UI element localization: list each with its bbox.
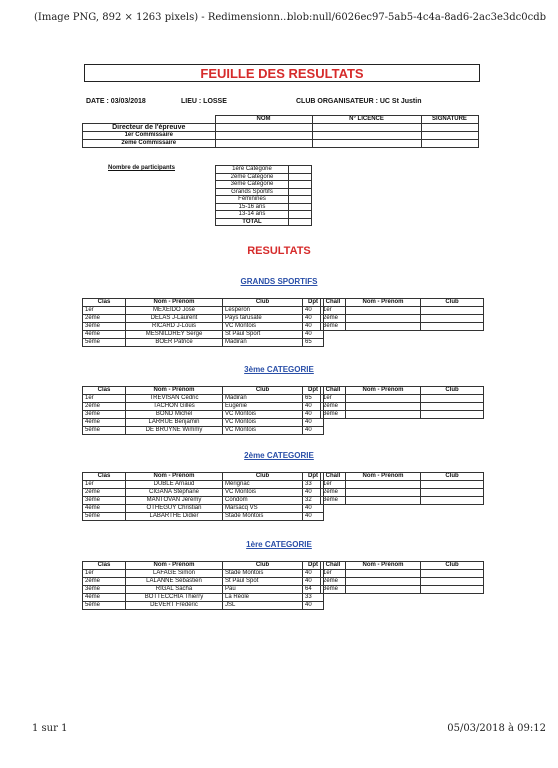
- cell-dpt: 33: [303, 481, 324, 489]
- browser-tab-title: (Image PNG, 892 × 1263 pixels) - Redimensionn...: [34, 12, 290, 23]
- cell-club: Madiran: [223, 395, 303, 403]
- cell-club: St Paul Spot: [223, 578, 303, 586]
- cell-dpt: 40: [303, 411, 324, 419]
- challenge-empty-cell: [421, 307, 484, 315]
- cell-nom: BOER Patrice: [126, 339, 223, 347]
- cell-nom: OTHEGUY Christian: [126, 505, 223, 513]
- cell-club: La Réole: [223, 594, 303, 602]
- cell-nom: CIGANA Stéphane: [126, 489, 223, 497]
- cell-clas: 5ème: [83, 339, 126, 347]
- results-header-nom: Nom - Prénom: [126, 473, 223, 481]
- challenge-header-nom: Nom - Prénom: [346, 473, 421, 481]
- cell-clas: 2ème: [83, 578, 126, 586]
- challenge-row: [321, 497, 484, 505]
- challenge-header-club: Club: [421, 299, 484, 307]
- cell-club: Eugénie: [223, 403, 303, 411]
- cell-club: VC Montois: [223, 419, 303, 427]
- challenge-header-row: [321, 473, 484, 481]
- challenge-rank: 3ème: [321, 323, 346, 331]
- cell-clas: 1er: [83, 481, 126, 489]
- challenge-table: [320, 561, 484, 594]
- cell-club: Condom: [223, 497, 303, 505]
- cell-dpt: 40: [303, 315, 324, 323]
- table-row: [83, 481, 324, 489]
- cell-nom: BOND Michel: [126, 411, 223, 419]
- cell-clas: 2ème: [83, 489, 126, 497]
- cell-clas: 4ème: [83, 419, 126, 427]
- challenge-empty-cell: [421, 578, 484, 586]
- cell-nom: MANTOVAN Jérémy: [126, 497, 223, 505]
- cell-club: VC Montois: [223, 427, 303, 435]
- challenge-empty-cell: [346, 403, 421, 411]
- results-header-club: Club: [223, 562, 303, 570]
- challenge-rank: 1er: [321, 307, 346, 315]
- participant-category-row: [216, 173, 312, 181]
- challenge-empty-cell: [346, 315, 421, 323]
- race-location: LIEU : LOSSE: [181, 98, 227, 105]
- challenge-empty-cell: [421, 395, 484, 403]
- challenge-row: [321, 315, 484, 323]
- results-header-nom: Nom - Prénom: [126, 299, 223, 307]
- cell-nom: LABARTHE Didier: [126, 513, 223, 521]
- cell-nom: DEVERT Frédéric: [126, 602, 223, 610]
- challenge-empty-cell: [421, 411, 484, 419]
- cell-nom: LARRUE Benjamin: [126, 419, 223, 427]
- challenge-empty-cell: [421, 403, 484, 411]
- cell-club: Madiran: [223, 339, 303, 347]
- cell-dpt: 65: [303, 395, 324, 403]
- challenge-empty-cell: [346, 307, 421, 315]
- challenge-header-row: [321, 299, 484, 307]
- officials-header-licence: N° LICENCE: [312, 116, 421, 124]
- cell-nom: MESNILDREY Serge: [126, 331, 223, 339]
- challenge-header-nom: Nom - Prénom: [346, 387, 421, 395]
- cell-clas: 3ème: [83, 323, 126, 331]
- cell-dpt: 40: [303, 323, 324, 331]
- official-row: [83, 124, 479, 132]
- challenge-rank: 3ème: [321, 411, 346, 419]
- cell-club: Mérignac: [223, 481, 303, 489]
- officials-header-nom: NOM: [215, 116, 312, 124]
- challenge-rank: 2ème: [321, 315, 346, 323]
- challenge-empty-cell: [421, 497, 484, 505]
- cell-nom: TACHON Gilles: [126, 403, 223, 411]
- table-row: [83, 395, 324, 403]
- cell-nom: DE BRUYNE Wimmy: [126, 427, 223, 435]
- document-title: FEUILLE DES RESULTATS: [200, 66, 364, 81]
- cell-dpt: 33: [303, 594, 324, 602]
- cell-nom: RIGAL Sacha: [126, 586, 223, 594]
- results-header-club: Club: [223, 473, 303, 481]
- table-row: [83, 315, 324, 323]
- results-table: [82, 298, 324, 347]
- participant-category: 3ème Catégorie: [216, 181, 289, 189]
- cell-clas: 5ème: [83, 427, 126, 435]
- challenge-row: [321, 395, 484, 403]
- cell-nom: MEXEIDO José: [126, 307, 223, 315]
- official-row: [83, 132, 479, 140]
- cell-nom: RICARD J-Louis: [126, 323, 223, 331]
- results-header-clas: Clas: [83, 299, 126, 307]
- cell-clas: 5ème: [83, 602, 126, 610]
- challenge-header-chall: Chall: [321, 562, 346, 570]
- cell-clas: 4ème: [83, 331, 126, 339]
- table-row: [83, 323, 324, 331]
- organizing-club: CLUB ORGANISATEUR : UC St Justin: [296, 98, 422, 105]
- participants-table: [215, 165, 312, 226]
- challenge-empty-cell: [421, 315, 484, 323]
- challenge-row: [321, 586, 484, 594]
- cell-dpt: 40: [303, 505, 324, 513]
- challenge-table: [320, 472, 484, 505]
- table-row: [83, 419, 324, 427]
- cell-dpt: 64: [303, 586, 324, 594]
- challenge-rank: 1er: [321, 570, 346, 578]
- section-title: 1ère CATEGORIE: [246, 540, 312, 549]
- cell-dpt: 40: [303, 578, 324, 586]
- participant-category-row: [216, 181, 312, 189]
- challenge-header-row: [321, 562, 484, 570]
- challenge-rank: 1er: [321, 395, 346, 403]
- official-role-commissaire-2: 2eme Commissaire: [83, 140, 216, 148]
- results-header-row: [83, 387, 324, 395]
- race-date: DATE : 03/03/2018: [86, 98, 146, 105]
- cell-clas: 2ème: [83, 403, 126, 411]
- challenge-header-nom: Nom - Prénom: [346, 562, 421, 570]
- challenge-header-chall: Chall: [321, 473, 346, 481]
- results-header-clas: Clas: [83, 473, 126, 481]
- cell-nom: TREVISAN Cédric: [126, 395, 223, 403]
- challenge-header-club: Club: [421, 473, 484, 481]
- challenge-header-chall: Chall: [321, 299, 346, 307]
- challenge-rank: 2ème: [321, 403, 346, 411]
- cell-dpt: 40: [303, 489, 324, 497]
- table-row: [83, 602, 324, 610]
- section-title: 2ème CATEGORIE: [244, 451, 314, 460]
- table-row: [83, 497, 324, 505]
- cell-nom: LAFAGE Simon: [126, 570, 223, 578]
- official-role-commissaire-1: 1er Commissaire: [83, 132, 216, 140]
- challenge-empty-cell: [421, 570, 484, 578]
- participant-category: 2ème Catégorie: [216, 173, 289, 181]
- challenge-empty-cell: [421, 489, 484, 497]
- challenge-rank: 3ème: [321, 497, 346, 505]
- challenge-empty-cell: [346, 411, 421, 419]
- table-row: [83, 403, 324, 411]
- table-row: [83, 578, 324, 586]
- results-table: [82, 386, 324, 435]
- cell-nom: DUBLE Arnaud: [126, 481, 223, 489]
- challenge-empty-cell: [421, 323, 484, 331]
- participant-category: 13-14 ans: [216, 211, 289, 219]
- challenge-row: [321, 570, 484, 578]
- challenge-header-club: Club: [421, 562, 484, 570]
- cell-clas: 3ème: [83, 586, 126, 594]
- section-title: 3ème CATEGORIE: [244, 365, 314, 374]
- challenge-empty-cell: [346, 586, 421, 594]
- participant-category-row: [216, 188, 312, 196]
- table-row: [83, 411, 324, 419]
- results-header-clas: Clas: [83, 562, 126, 570]
- officials-header-empty: [83, 116, 216, 124]
- challenge-empty-cell: [346, 323, 421, 331]
- cell-clas: 3ème: [83, 411, 126, 419]
- cell-clas: 4ème: [83, 594, 126, 602]
- results-header-club: Club: [223, 387, 303, 395]
- cell-dpt: 40: [303, 403, 324, 411]
- table-row: [83, 331, 324, 339]
- cell-dpt: 65: [303, 339, 324, 347]
- table-row: [83, 505, 324, 513]
- challenge-empty-cell: [421, 586, 484, 594]
- page-indicator: 1 sur 1: [32, 723, 68, 734]
- print-timestamp: 05/03/2018 à 09:12: [447, 723, 546, 734]
- cell-clas: 2ème: [83, 315, 126, 323]
- cell-dpt: 40: [303, 331, 324, 339]
- participant-total-label: TOTAL: [216, 218, 289, 226]
- challenge-empty-cell: [346, 395, 421, 403]
- official-role-director: Directeur de l'épreuve: [83, 124, 216, 132]
- cell-club: JSL: [223, 602, 303, 610]
- challenge-row: [321, 411, 484, 419]
- cell-club: VC Montois: [223, 411, 303, 419]
- table-row: [83, 594, 324, 602]
- results-header-club: Club: [223, 299, 303, 307]
- officials-header-row: [83, 116, 479, 124]
- browser-url: blob:null/6026ec97-5ab5-4c4a-8ad6-2ac3e3dc0cdb: [286, 12, 546, 23]
- challenge-empty-cell: [346, 481, 421, 489]
- results-table: [82, 472, 324, 521]
- challenge-empty-cell: [421, 481, 484, 489]
- challenge-rank: 1er: [321, 481, 346, 489]
- challenge-rank: 3ème: [321, 586, 346, 594]
- table-row: [83, 586, 324, 594]
- official-row: [83, 140, 479, 148]
- table-row: [83, 339, 324, 347]
- challenge-row: [321, 307, 484, 315]
- cell-nom: DELAS J-Laurent: [126, 315, 223, 323]
- cell-dpt: 40: [303, 513, 324, 521]
- cell-clas: 3ème: [83, 497, 126, 505]
- cell-club: St Paul Sport: [223, 331, 303, 339]
- results-header-nom: Nom - Prénom: [126, 562, 223, 570]
- cell-nom: BOTTECCHIA Thierry: [126, 594, 223, 602]
- cell-nom: LALANNE Sébastien: [126, 578, 223, 586]
- challenge-rank: 2ème: [321, 489, 346, 497]
- cell-clas: 1er: [83, 307, 126, 315]
- challenge-empty-cell: [346, 570, 421, 578]
- cell-clas: 1er: [83, 395, 126, 403]
- cell-club: VC Montois: [223, 323, 303, 331]
- table-row: [83, 307, 324, 315]
- table-row: [83, 489, 324, 497]
- participant-category-row: [216, 203, 312, 211]
- results-header-dpt: Dpt: [303, 562, 324, 570]
- challenge-row: [321, 578, 484, 586]
- cell-club: Pau: [223, 586, 303, 594]
- challenge-header-club: Club: [421, 387, 484, 395]
- table-row: [83, 513, 324, 521]
- cell-clas: 1er: [83, 570, 126, 578]
- cell-dpt: 40: [303, 602, 324, 610]
- officials-table: [82, 115, 479, 148]
- participants-label: Nombre de participants: [108, 165, 176, 171]
- participant-category: Grands Sportifs: [216, 188, 289, 196]
- results-header-row: [83, 473, 324, 481]
- results-header-row: [83, 299, 324, 307]
- section-title: GRANDS SPORTIFS: [240, 277, 318, 286]
- resultats-title: RESULTATS: [247, 245, 311, 257]
- challenge-header-chall: Chall: [321, 387, 346, 395]
- challenge-rank: 2ème: [321, 578, 346, 586]
- results-header-row: [83, 562, 324, 570]
- results-header-nom: Nom - Prénom: [126, 387, 223, 395]
- cell-dpt: 32: [303, 497, 324, 505]
- cell-clas: 5ème: [83, 513, 126, 521]
- cell-dpt: 40: [303, 427, 324, 435]
- cell-clas: 4ème: [83, 505, 126, 513]
- challenge-table: [320, 386, 484, 419]
- cell-club: Marsacq VS: [223, 505, 303, 513]
- table-row: [83, 570, 324, 578]
- challenge-row: [321, 323, 484, 331]
- participant-category-row: [216, 166, 312, 174]
- participant-category-row: [216, 196, 312, 204]
- document-title-box: [84, 64, 480, 82]
- challenge-empty-cell: [346, 489, 421, 497]
- participant-category: Féminines: [216, 196, 289, 204]
- results-table: [82, 561, 324, 610]
- cell-club: Stade Montois: [223, 513, 303, 521]
- results-header-dpt: Dpt: [303, 473, 324, 481]
- challenge-empty-cell: [346, 497, 421, 505]
- participant-category: 15-16 ans: [216, 203, 289, 211]
- cell-club: Pays tarusate: [223, 315, 303, 323]
- participant-category: 1ère Catégorie: [216, 166, 289, 174]
- challenge-table: [320, 298, 484, 331]
- cell-club: Lesperon: [223, 307, 303, 315]
- challenge-header-row: [321, 387, 484, 395]
- challenge-header-nom: Nom - Prénom: [346, 299, 421, 307]
- table-row: [83, 427, 324, 435]
- results-header-clas: Clas: [83, 387, 126, 395]
- challenge-row: [321, 489, 484, 497]
- cell-dpt: 40: [303, 570, 324, 578]
- challenge-row: [321, 481, 484, 489]
- participant-total-row: [216, 218, 312, 226]
- challenge-empty-cell: [346, 578, 421, 586]
- cell-club: Stade Montois: [223, 570, 303, 578]
- challenge-row: [321, 403, 484, 411]
- officials-header-signature: SIGNATURE: [421, 116, 478, 124]
- participant-category-row: [216, 211, 312, 219]
- results-header-dpt: Dpt: [303, 387, 324, 395]
- results-header-dpt: Dpt: [303, 299, 324, 307]
- cell-club: VC Montois: [223, 489, 303, 497]
- cell-dpt: 40: [303, 419, 324, 427]
- cell-dpt: 40: [303, 307, 324, 315]
